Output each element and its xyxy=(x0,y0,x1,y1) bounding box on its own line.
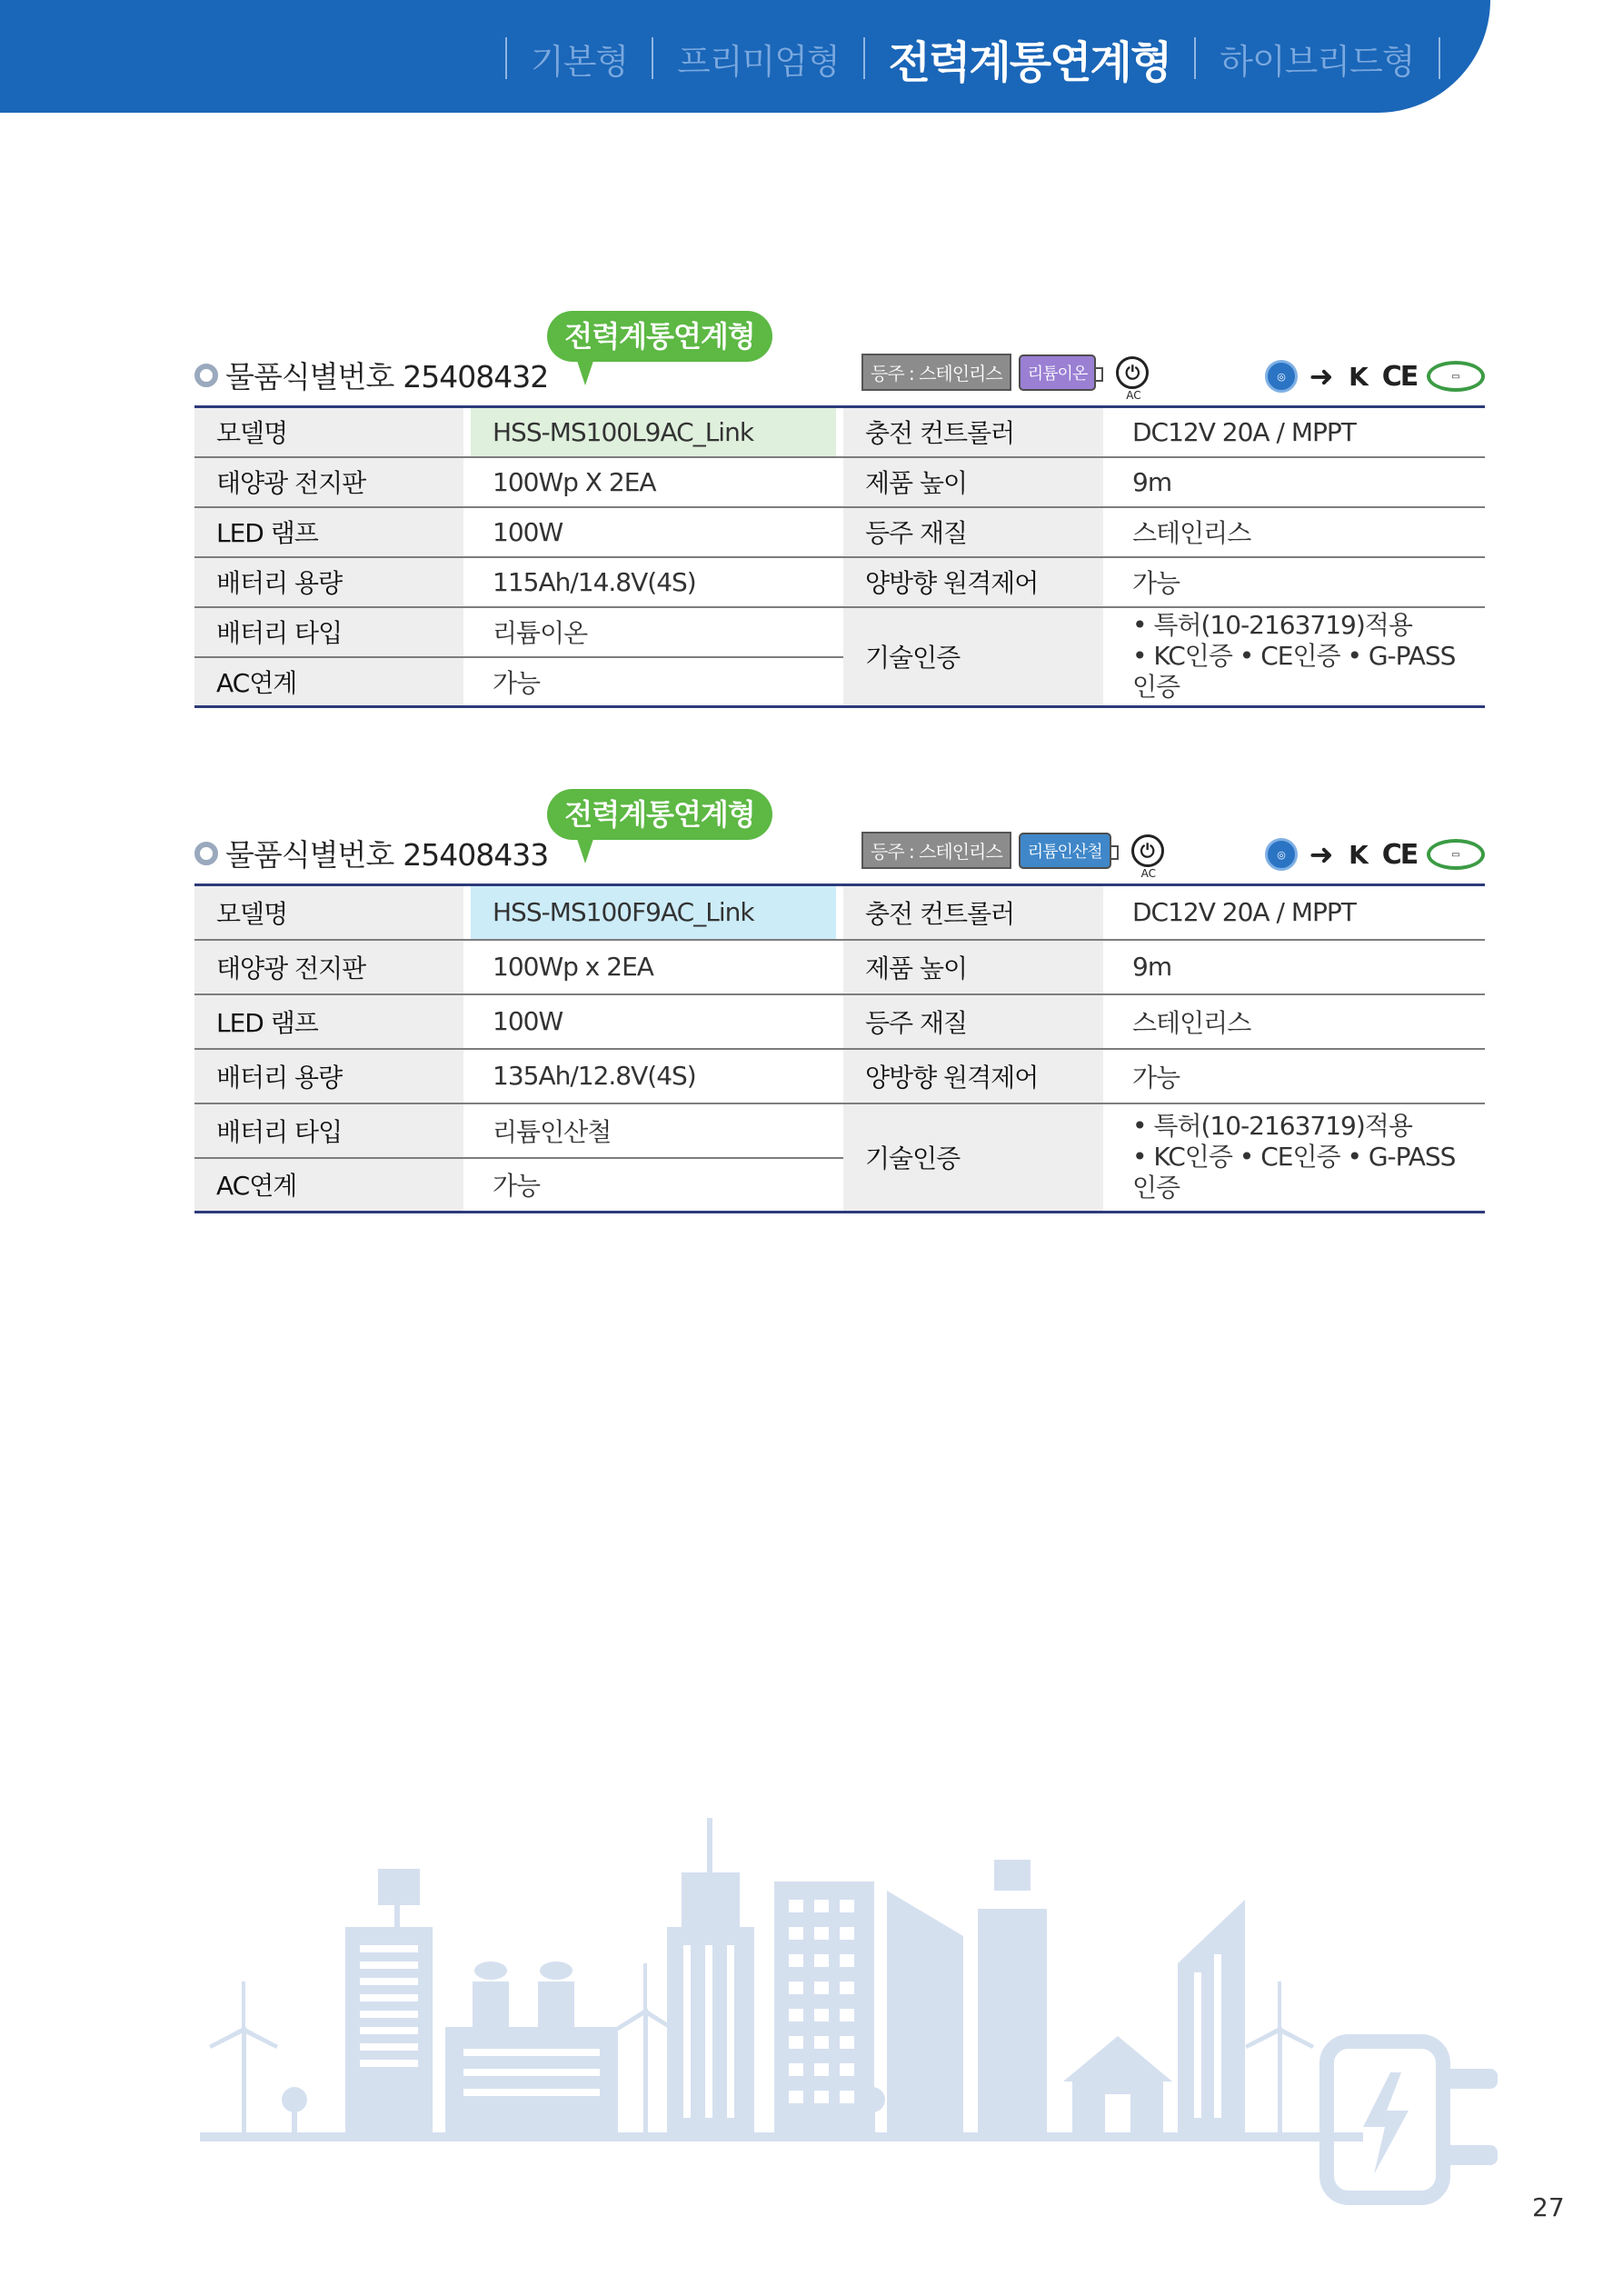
spec-table xyxy=(194,405,1485,708)
factory-icon xyxy=(445,1962,618,2132)
pole-material-badge: 등주 : 스테인리스 xyxy=(861,832,1011,869)
spec-table xyxy=(194,883,1485,1213)
bullet-icon xyxy=(194,364,218,387)
nav-separator xyxy=(863,37,865,79)
power-plug-icon xyxy=(1327,2041,1498,2198)
table-row xyxy=(194,557,1485,607)
q-mark-icon: ➜ xyxy=(1309,837,1334,872)
spec-key: 모델명 xyxy=(194,407,463,457)
spec-key: LED 램프 xyxy=(194,994,463,1049)
battery-type-badge: 리튬이온 xyxy=(1019,354,1097,391)
spec-key: 배터리 용량 xyxy=(194,1049,463,1103)
spec-value: 100W xyxy=(471,507,836,557)
battery-type-badge: 리튬인산철 xyxy=(1019,833,1111,869)
spec-value: 100Wp x 2EA xyxy=(471,940,836,994)
spec-value: 9m xyxy=(1110,457,1485,507)
table-row xyxy=(194,407,1485,457)
table-row xyxy=(194,607,1485,657)
spec-key: AC연계 xyxy=(194,657,463,707)
product-id-label: 물품식별번호 xyxy=(225,359,394,394)
good-product-mark-icon: ▭ xyxy=(1427,361,1485,392)
type-bubble: 전력계통연계형 xyxy=(547,311,772,362)
nav-item-basic[interactable]: 기본형 xyxy=(531,41,629,82)
spec-key: 기술인증 xyxy=(843,1103,1103,1213)
spec-key: 기술인증 xyxy=(843,607,1103,707)
spec-key: 모델명 xyxy=(194,885,463,940)
ce-mark-icon: CE xyxy=(1381,838,1418,871)
table-row xyxy=(194,1049,1485,1103)
spec-key: 배터리 타입 xyxy=(194,1103,463,1158)
nav-separator xyxy=(1439,37,1440,79)
cert-line: • KC인증 • CE인증 • G-PASS인증 xyxy=(1132,641,1456,703)
pole-material-badge: 등주 : 스테인리스 xyxy=(861,354,1011,391)
spec-value: 스테인리스 xyxy=(1110,994,1485,1049)
quality-seal-icon: ◎ xyxy=(1265,360,1298,393)
header-banner xyxy=(0,0,1490,113)
ac-plug-icon: ⏻ AC xyxy=(1131,834,1164,867)
city-skyline-illustration xyxy=(200,1818,1545,2236)
office-building-icon xyxy=(1178,1900,1245,2132)
spec-key: 양방향 원격제어 xyxy=(843,557,1103,607)
spec-key: 배터리 용량 xyxy=(194,557,463,607)
certification-marks xyxy=(1265,360,1485,393)
spec-key: 등주 재질 xyxy=(843,507,1103,557)
spec-value: 가능 xyxy=(471,1158,836,1213)
table-row xyxy=(194,457,1485,507)
product-block-2 xyxy=(194,796,1485,1213)
spec-key: 충전 컨트롤러 xyxy=(843,407,1103,457)
wind-turbine-icon xyxy=(209,1982,278,2132)
nav-item-hybrid[interactable]: 하이브리드형 xyxy=(1220,41,1415,82)
wind-turbine-icon xyxy=(1245,1982,1314,2132)
kc-mark-icon: K xyxy=(1349,361,1369,392)
type-bubble: 전력계통연계형 xyxy=(547,789,772,840)
model-name: HSS-MS100L9AC_Link xyxy=(471,407,836,457)
ac-plug-icon: ⏻ AC xyxy=(1116,356,1149,389)
cert-line: • 특허(10-2163719)적용 xyxy=(1132,610,1412,641)
category-nav xyxy=(482,31,1464,88)
spec-value: 135Ah/12.8V(4S) xyxy=(471,1049,836,1103)
table-row xyxy=(194,1103,1485,1158)
q-mark-icon: ➜ xyxy=(1309,359,1334,394)
spec-value: 115Ah/14.8V(4S) xyxy=(471,557,836,607)
kc-mark-icon: K xyxy=(1349,839,1369,870)
certification-marks xyxy=(1265,838,1485,871)
product-id-number: 25408432 xyxy=(403,359,549,394)
ce-mark-icon: CE xyxy=(1381,360,1418,393)
product-id xyxy=(225,832,548,874)
page-number: 27 xyxy=(1532,2192,1565,2222)
model-name: HSS-MS100F9AC_Link xyxy=(471,885,836,940)
spec-key: 제품 높이 xyxy=(843,457,1103,507)
spec-key: 제품 높이 xyxy=(843,940,1103,994)
table-row xyxy=(194,885,1485,940)
spec-value: DC12V 20A / MPPT xyxy=(1110,407,1485,457)
nav-separator xyxy=(652,37,653,79)
product-id-label: 물품식별번호 xyxy=(225,837,394,873)
good-product-mark-icon: ▭ xyxy=(1427,839,1485,870)
spec-value: DC12V 20A / MPPT xyxy=(1110,885,1485,940)
spec-key: 태양광 전지판 xyxy=(194,457,463,507)
spec-value: 9m xyxy=(1110,940,1485,994)
spec-value: 스테인리스 xyxy=(1110,507,1485,557)
table-row xyxy=(194,507,1485,557)
certification-value xyxy=(1110,1103,1485,1213)
spec-badges xyxy=(861,354,1149,402)
spec-key: 등주 재질 xyxy=(843,994,1103,1049)
ac-label: AC xyxy=(1126,388,1141,402)
table-row xyxy=(194,994,1485,1049)
spec-key: AC연계 xyxy=(194,1158,463,1213)
spec-value: 리튬이온 xyxy=(471,607,836,657)
cert-line: • KC인증 • CE인증 • G-PASS인증 xyxy=(1132,1142,1456,1203)
spec-key: LED 램프 xyxy=(194,507,463,557)
table-row xyxy=(194,940,1485,994)
building-solar-icon xyxy=(978,1860,1047,2132)
ac-label: AC xyxy=(1140,866,1157,880)
certification-value xyxy=(1110,607,1485,707)
spec-badges xyxy=(861,832,1164,880)
spec-key: 배터리 타입 xyxy=(194,607,463,657)
spec-value: 가능 xyxy=(1110,1049,1485,1103)
nav-item-grid-tied[interactable]: 전력계통연계형 xyxy=(888,36,1171,88)
spec-value: 100W xyxy=(471,994,836,1049)
office-building-icon xyxy=(887,1891,963,2132)
spec-key: 양방향 원격제어 xyxy=(843,1049,1103,1103)
nav-separator xyxy=(1194,37,1196,79)
quality-seal-icon: ◎ xyxy=(1265,838,1298,871)
ground-line xyxy=(200,2132,1363,2141)
bullet-icon xyxy=(194,842,218,865)
product-block-1 xyxy=(194,318,1485,708)
spec-key: 충전 컨트롤러 xyxy=(843,885,1103,940)
nav-separator xyxy=(505,37,507,79)
spec-key: 태양광 전지판 xyxy=(194,940,463,994)
product-header xyxy=(194,318,1485,405)
spec-value: 가능 xyxy=(471,657,836,707)
cert-line: • 특허(10-2163719)적용 xyxy=(1132,1111,1412,1142)
product-id-number: 25408433 xyxy=(403,837,549,873)
spec-value: 100Wp X 2EA xyxy=(471,457,836,507)
spec-value: 리튬인산철 xyxy=(471,1103,836,1158)
product-header xyxy=(194,796,1485,883)
nav-item-premium[interactable]: 프리미엄형 xyxy=(677,41,840,82)
product-id xyxy=(225,354,548,396)
spec-value: 가능 xyxy=(1110,557,1485,607)
